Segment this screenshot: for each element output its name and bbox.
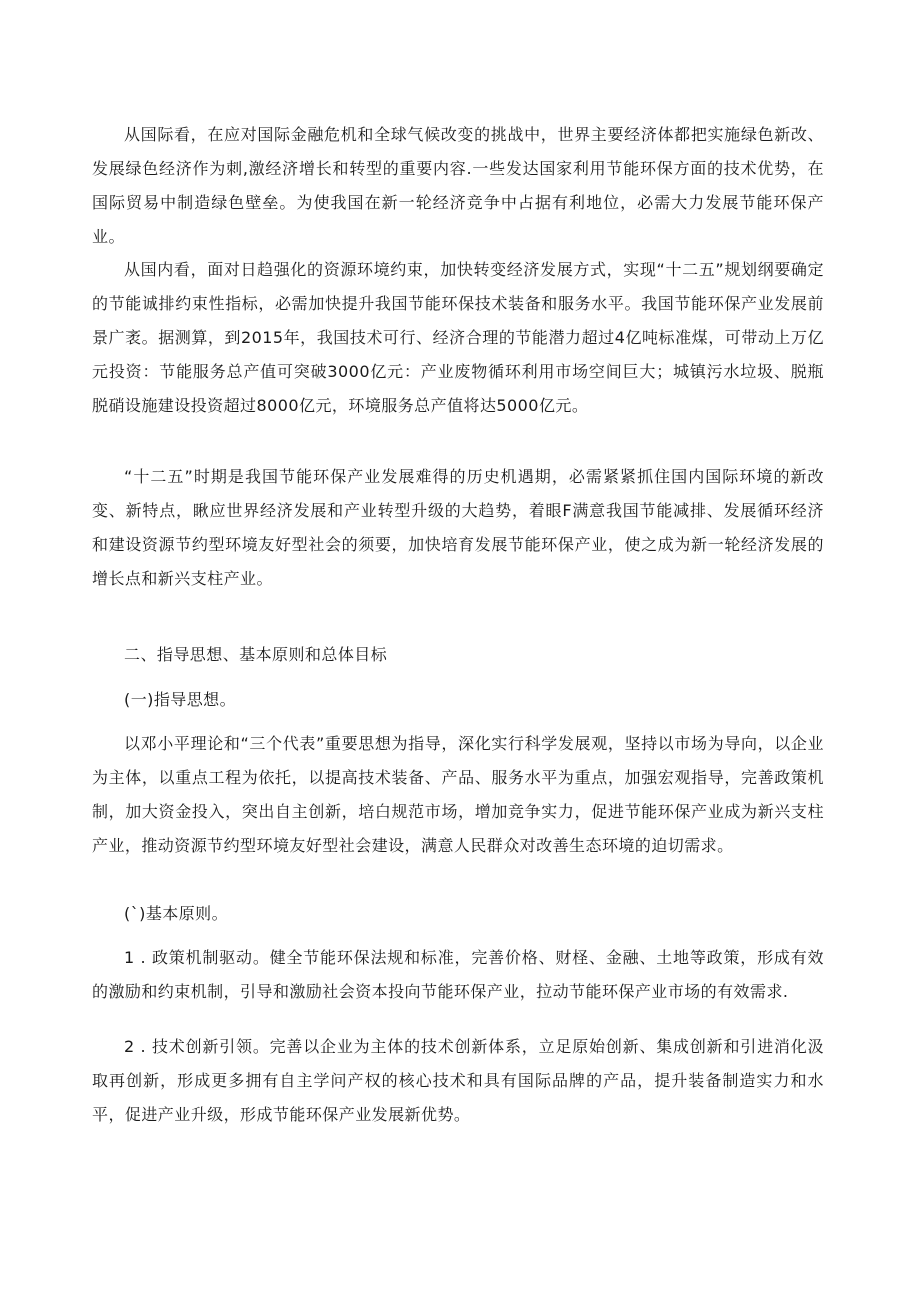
list-item-principle-innovation: 2 . 技术创新引领。完善以企业为主体的技术创新体系，立足原始创新、集成创新和引进消化汲取再创新，形成更多拥有自主学问产权的核心技术和具有国际品牌的产品，提升装备制造实力和水平，促进产业升级，形成节能环保产业发展新优势。 xyxy=(92,1037,824,1124)
list-item-principle-policy: 1 . 政策机制驱动。健全节能环保法规和标准，完善价格、财柽、金融、土地等政策，形成有效的激励和约束机制，引导和激励社会资本投向节能环保产业，拉动节能环保产业市场的有效需求. xyxy=(92,948,824,1001)
subheading-guiding-thought: (一)指导思想。 xyxy=(124,690,237,709)
paragraph-guiding-thought: 以邓小平理论和“三个代表”重要思想为指导，深化实行科学发展观，坚持以市场为导向，以企业为主体，以重点工程为依托，以提高技术装备、产品、服务水平为重点，加强宏观指导，完善政策机制，加大资金投入，突出自主创新，培白规范市场，增加竞争实力，促进节能环保产业成为新兴支柱产业，推动资源节约型环境友好型社会建设，满意人民群众对改善生态环境的迫切需求。 xyxy=(92,734,824,855)
subheading-basic-principles: (`)基本原则。 xyxy=(124,904,229,923)
paragraph-international-view: 从国际看，在应对国际金融危机和全球气候改变的挑战中，世界主要经济体都把实施绿色新改、发展绿色经济作为刺,激经济增长和转型的重要内容.一些发达国家利用节能环保方面的技术优势，在国际贸易中制造绿色壁垒。为使我国在新一轮经济竞争中占据有利地位，必需大力发展节能环保产业。 xyxy=(92,125,824,246)
paragraph-domestic-view: 从国内看，面对日趋强化的资源环境约束，加快转变经济发展方式，实现“十二五”规划纲要确定的节能诚排约束性指标，必需加快提升我国节能环保技术装备和服务水平。我国节能环保产业发展前景广袤。据测算，到2015年，我国技术可行、经济合理的节能潜力超过4亿吨标准煤，可带动上万亿元投资：节能服务总产值可突破3000亿元：产业废物循环利用市场空间巨大；城镇污水垃圾、脱瓶脱硝设施建设投资超过8000亿元，环境服务总产值将达5000亿元。 xyxy=(92,260,824,415)
paragraph-historic-opportunity: “十二五”时期是我国节能环保产业发展难得的历史机遇期，必需紧紧抓住国内国际环境的新改变、新特点，瞅应世界经济发展和产业转型升级的大趋势，着眼F满意我国节能减排、发展循环经济和建设资源节约型环境友好型社会的须要，加快培育发展节能环保产业，使之成为新一轮经济发展的增长点和新兴支柱产业。 xyxy=(92,467,824,588)
section-heading-guiding-principles: 二、指导思想、基本原则和总体目标 xyxy=(124,645,388,664)
